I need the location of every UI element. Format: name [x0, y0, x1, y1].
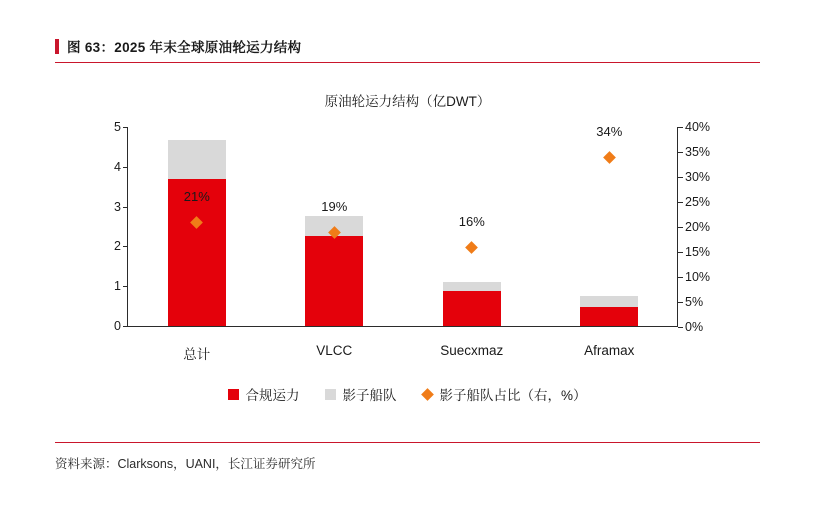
- share-marker-label: 21%: [183, 189, 210, 204]
- share-marker-label: 34%: [596, 124, 623, 139]
- y-axis-tick-right-7: 35%: [685, 145, 711, 159]
- x-axis-label-vlcc: VLCC: [316, 343, 353, 358]
- y-axis-tick-right-1: 5%: [685, 295, 704, 309]
- bar-stack[interactable]: [168, 140, 226, 326]
- y-axis-tick-left-4: 4: [114, 159, 121, 174]
- bar-segment-shadow-fleet[interactable]: [580, 296, 638, 307]
- y-axis-tick-left-2: 2: [114, 239, 121, 254]
- chart-legend: [55, 384, 760, 404]
- bar-segment-compliant-capacity[interactable]: [443, 291, 501, 326]
- legend-label: 影子船队占比（右，%）: [439, 388, 587, 403]
- x-axis-label-total: 总计: [183, 347, 211, 362]
- page-title: 图 63：2025 年末全球原油轮运力结构: [67, 40, 302, 55]
- share-marker-label: 16%: [458, 214, 485, 229]
- legend-swatch-icon: [325, 389, 336, 400]
- y-axis-tick-right-0: 0%: [685, 320, 704, 334]
- y-axis-tick-right-6: 30%: [685, 170, 711, 184]
- legend-item-shadow-fleet[interactable]: [325, 384, 396, 404]
- legend-item-shadow-fleet-share[interactable]: [422, 384, 586, 404]
- bar-segment-shadow-fleet[interactable]: [443, 282, 501, 291]
- bar-stack[interactable]: [443, 282, 501, 326]
- secondary-y-axis: [677, 120, 711, 334]
- share-marker-diamond[interactable]: [465, 241, 478, 254]
- y-axis-tick-right-5: 25%: [685, 195, 711, 209]
- y-axis-tick-left-1: 1: [114, 279, 121, 294]
- bar-segment-shadow-fleet[interactable]: [168, 140, 226, 179]
- header-accent-bar: [55, 39, 59, 54]
- legend-item-compliant-capacity[interactable]: [228, 384, 299, 404]
- legend-label: 影子船队: [342, 388, 397, 403]
- chart-container: [55, 72, 760, 422]
- figure-header: [55, 30, 760, 63]
- bar-group-aframax: [541, 124, 679, 358]
- bar-stack[interactable]: [580, 296, 638, 326]
- source-note: 资料来源：Clarksons，UANI，长江证券研究所: [55, 457, 316, 471]
- y-axis-tick-right-4: 20%: [685, 220, 711, 234]
- y-axis-tick-left-0: 0: [114, 319, 121, 333]
- share-marker-label: 19%: [321, 199, 348, 214]
- y-axis-tick-right-2: 10%: [685, 270, 711, 284]
- x-axis-label-suezmax: Suecxmaz: [440, 343, 504, 358]
- y-axis-tick-right-8: 40%: [685, 120, 711, 134]
- y-axis-tick-right-3: 15%: [685, 245, 711, 259]
- bar-segment-compliant-capacity[interactable]: [305, 236, 363, 326]
- legend-diamond-icon: [422, 388, 435, 401]
- x-axis-label-aframax: Aframax: [584, 343, 635, 358]
- legend-swatch-icon: [228, 389, 239, 400]
- y-axis-tick-left-5: 5: [114, 120, 121, 134]
- figure-footer: [55, 442, 760, 472]
- chart-title: 原油轮运力结构（亿DWT）: [324, 94, 491, 109]
- bar-group-total: [128, 127, 266, 362]
- plot-area: [114, 120, 677, 362]
- bar-group-suezmax: [403, 127, 541, 358]
- y-axis-tick-left-3: 3: [114, 199, 121, 214]
- legend-label: 合规运力: [245, 388, 300, 403]
- share-marker-diamond[interactable]: [603, 151, 616, 164]
- bar-segment-compliant-capacity[interactable]: [580, 307, 638, 326]
- bar-group-vlcc: [266, 127, 404, 358]
